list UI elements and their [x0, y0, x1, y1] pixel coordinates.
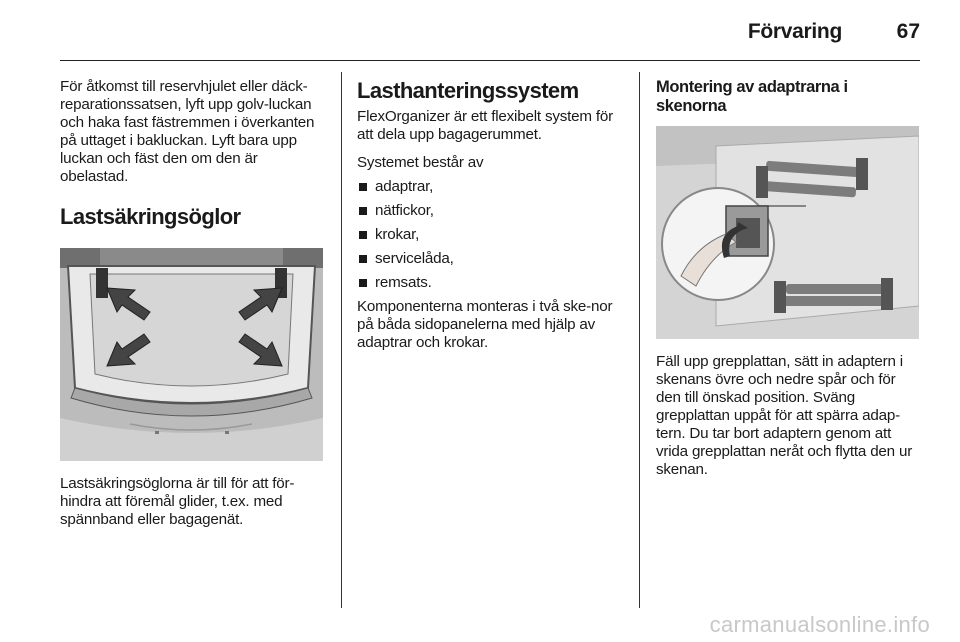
column-divider: [341, 72, 342, 608]
spare-wheel-paragraph: För åtkomst till reservhjulet eller däck-reparationssatsen, lyft upp golv-luckan och haka fast fästremmen i överkanten på uttaget i bakluckan. Lyft bara upp luckan och fäst den om den är obelastad.: [60, 78, 315, 185]
flexorganizer-paragraph: FlexOrganizer är ett flexibelt system för att dela upp bagagerummet.: [357, 108, 613, 143]
section-heading-load-system: Lasthanteringssystem: [357, 78, 579, 103]
mounting-paragraph: Komponenterna monteras i två ske-nor på båda sidopanelerna med hjälp av adaptrar och krokar.: [357, 298, 613, 351]
page-title: Förvaring: [747, 20, 842, 43]
section-heading-lashing-eyes: Lastsäkringsöglor: [60, 204, 241, 229]
list-item: nätfickor,: [357, 202, 625, 220]
column-3: [656, 78, 922, 489]
list-item: krokar,: [357, 226, 625, 244]
adapter-rail-illustration: [656, 126, 919, 339]
list-item: remsats.: [357, 274, 625, 292]
section-heading-adapter-mounting: Montering av adaptrarna i skenorna: [656, 78, 848, 115]
list-item: servicelåda,: [357, 250, 625, 268]
system-list-intro: Systemet består av: [357, 154, 484, 171]
component-list: [357, 178, 625, 292]
lashing-eyes-caption: Lastsäkringsöglorna är till för att för-hindra att föremål glider, t.ex. med spännband eller bagagenät.: [60, 475, 295, 528]
list-item: adaptrar,: [357, 178, 625, 196]
column-divider: [639, 72, 640, 608]
column-2: [357, 78, 625, 362]
column-1: [60, 78, 326, 539]
trunk-lashing-eyes-illustration: [60, 248, 323, 461]
adapter-instructions: Fäll upp grepplattan, sätt in adaptern i skenans övre och nedre spår och för den till önskad position. Sväng grepplattan uppåt för att spärra adap-tern. Du tar bort adaptern genom att vrida grepplattan neråt och flytta den ur skenan.: [656, 353, 913, 478]
watermark: carmanualsonline.info: [709, 612, 930, 637]
page-number: 67: [896, 20, 920, 43]
page-header: [60, 0, 920, 61]
